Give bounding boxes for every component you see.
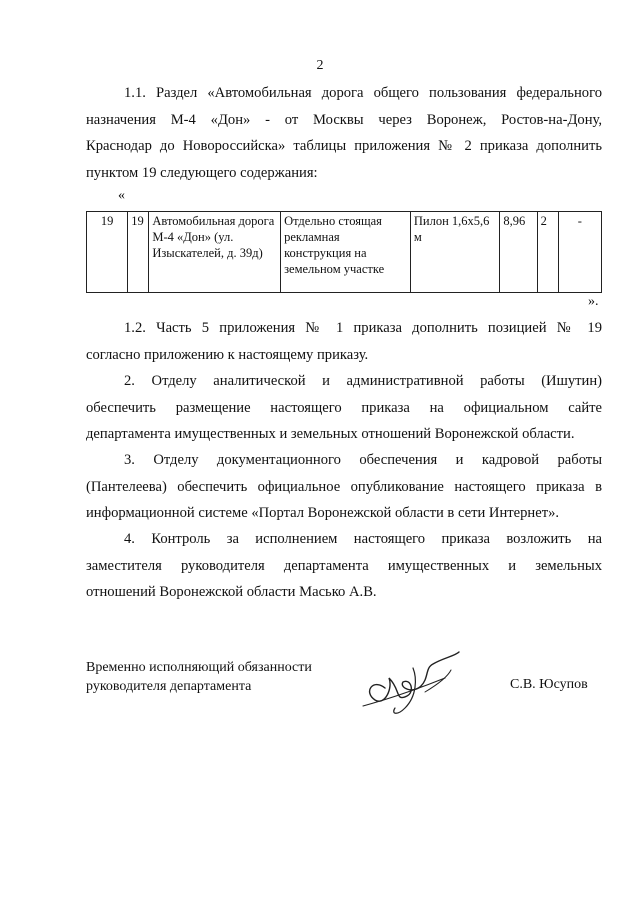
signatory-name: С.В. Юсупов (510, 677, 588, 692)
table-cell-location: Автомобильная дорога М-4 «Дон» (ул. Изыскателей, д. 39д) (149, 212, 281, 293)
paragraph-3 (86, 447, 602, 527)
table-cell-dash: - (558, 212, 601, 293)
quote-open: « (118, 188, 125, 203)
paragraph-line: (Пантелеева) обеспечить официальное опубликование настоящего приказа в (86, 478, 602, 495)
paragraph-4 (86, 526, 602, 606)
signatory-position (86, 658, 312, 696)
paragraph-line: 1.2. Часть 5 приложения № 1 приказа дополнить позицией № 19 (124, 320, 602, 336)
paragraph-line: 2. Отделу аналитической и административной работы (Ишутин) (124, 373, 602, 389)
paragraph-line: 1.1. Раздел «Автомобильная дорога общего пользования федерального (124, 85, 602, 101)
paragraph-1-1 (86, 80, 602, 186)
page-number: 2 (316, 58, 324, 73)
table-cell-sides: 2 (537, 212, 558, 293)
table-cell-area: 8,96 (500, 212, 537, 293)
paragraph-line: обеспечить размещение настоящего приказа на официальном сайте (86, 399, 602, 416)
table-row (87, 212, 602, 293)
paragraph-line: отношений Воронежской области Масько А.В. (86, 584, 377, 600)
table-cell-number: 19 (87, 212, 128, 293)
paragraph-line: назначения М-4 «Дон» - от Москвы через Воронеж, Ростов-на-Дону, (86, 111, 602, 128)
paragraph-line: информационной системе «Портал Воронежской области в сети Интернет». (86, 505, 560, 521)
handwritten-signature-icon (355, 648, 465, 718)
table-cell-format: Пилон 1,6х5,6 м (410, 212, 500, 293)
signatory-position-line: руководителя департамента (86, 679, 252, 694)
paragraph-line: Краснодар до Новороссийска» таблицы приложения № 2 приказа дополнить (86, 138, 602, 154)
signatory-position-line: Временно исполняющий обязанности (86, 660, 312, 675)
paragraph-line: департамента имущественных и земельных отношений Воронежской области. (86, 426, 575, 442)
paragraph-line: 4. Контроль за исполнением настоящего приказа возложить на (124, 531, 602, 547)
insert-table (86, 211, 602, 293)
paragraph-1-2 (86, 315, 602, 368)
table-cell-index: 19 (128, 212, 149, 293)
paragraph-line: пунктом 19 следующего содержания: (86, 164, 318, 181)
paragraph-2 (86, 368, 602, 448)
quote-close: ». (588, 294, 599, 309)
paragraph-line: заместителя руководителя департамента имущественных и земельных (86, 557, 602, 574)
table-cell-type: Отдельно стоящая рекламная конструкция на земельном участке (281, 212, 411, 293)
paragraph-line: 3. Отделу документационного обеспечения и кадровой работы (124, 452, 602, 468)
paragraph-line: согласно приложению к настоящему приказу. (86, 346, 369, 363)
